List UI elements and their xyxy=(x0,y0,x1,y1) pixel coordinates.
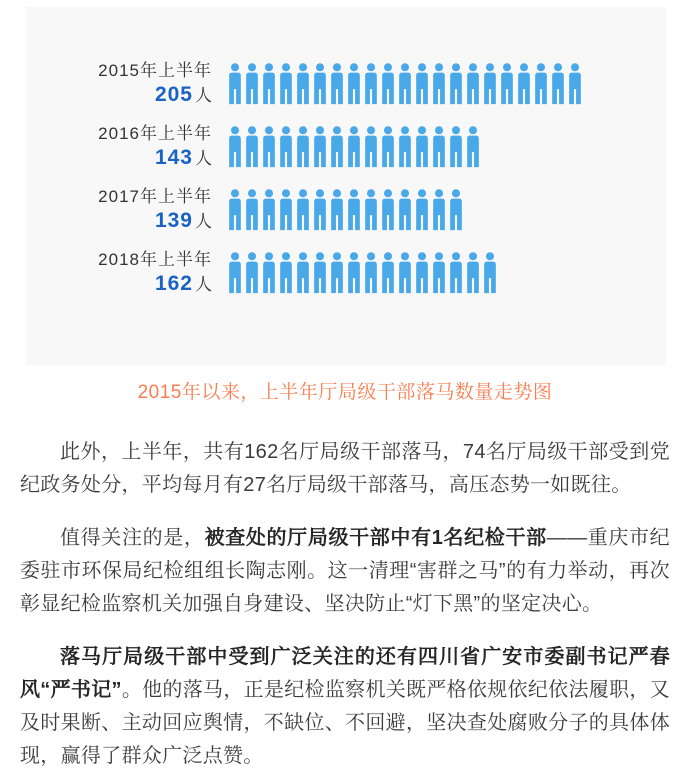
person-icon xyxy=(296,63,310,106)
person-icon xyxy=(398,126,412,169)
person-icon xyxy=(279,189,293,232)
paragraph-text: ——重庆市纪委驻市环保局纪检组组长陶志刚。这一清理“害群之马”的有力举动，再次彰显纪检监察机关加强自身建设、坚决防止“灯下黑”的坚定决心。 xyxy=(20,527,670,615)
row-year-label: 2018年上半年 xyxy=(98,250,212,269)
row-value-line xyxy=(26,83,212,109)
article-paragraph-2 xyxy=(20,522,670,621)
person-icon xyxy=(228,189,242,232)
row-unit-label: 人 xyxy=(195,275,212,294)
row-year-label: 2015年上半年 xyxy=(98,61,212,80)
person-icon xyxy=(262,63,276,106)
person-icon xyxy=(398,252,412,295)
row-value: 205 xyxy=(154,83,193,106)
person-icon xyxy=(381,189,395,232)
row-label xyxy=(26,123,228,172)
paragraph-text: 。他的落马，正是纪检监察机关既严格依规依纪依法履职，又及时果断、主动回应舆情，不缺位、不回避，坚决查处腐败分子的具体体现，赢得了群众广泛点赞。 xyxy=(20,679,670,767)
person-icon xyxy=(262,189,276,232)
person-icon xyxy=(296,126,310,169)
person-icon xyxy=(432,63,446,106)
person-icon xyxy=(296,252,310,295)
article-paragraph-3 xyxy=(20,641,670,773)
person-icon xyxy=(347,126,361,169)
person-icon xyxy=(381,252,395,295)
person-icon xyxy=(398,63,412,106)
paragraph-text: 此外，上半年，共有162名厅局级干部落马，74名厅局级干部受到党纪政务处分，平均每月有27名厅局级干部落马，高压态势一如既往。 xyxy=(20,441,670,496)
person-icon xyxy=(330,189,344,232)
person-icon xyxy=(364,189,378,232)
row-label xyxy=(26,249,228,298)
person-icon xyxy=(568,63,582,106)
chart-caption: 2015年以来，上半年厅局级干部落马数量走势图 xyxy=(137,382,553,403)
person-icon xyxy=(432,189,446,232)
person-icon xyxy=(228,63,242,106)
row-value: 143 xyxy=(154,146,193,169)
person-icon xyxy=(313,126,327,169)
person-icon xyxy=(364,63,378,106)
person-icon xyxy=(262,252,276,295)
article-body xyxy=(20,436,670,773)
person-icon xyxy=(449,63,463,106)
person-icon xyxy=(228,126,242,169)
row-person-icons xyxy=(228,126,483,169)
person-icon xyxy=(279,63,293,106)
person-icon xyxy=(517,63,531,106)
chart-row-2015 xyxy=(26,63,666,106)
person-icon xyxy=(415,63,429,106)
row-unit-label: 人 xyxy=(195,149,212,168)
row-person-icons xyxy=(228,252,500,295)
person-icon xyxy=(279,126,293,169)
person-icon xyxy=(245,126,259,169)
row-label xyxy=(26,186,228,235)
person-icon xyxy=(415,126,429,169)
row-value-line xyxy=(26,209,212,235)
article-paragraph-1 xyxy=(20,436,670,502)
person-icon xyxy=(534,63,548,106)
person-icon xyxy=(330,252,344,295)
person-icon xyxy=(245,252,259,295)
person-icon xyxy=(347,189,361,232)
person-icon xyxy=(551,63,565,106)
person-icon xyxy=(330,126,344,169)
person-icon xyxy=(466,252,480,295)
row-value: 162 xyxy=(154,272,193,295)
row-unit-label: 人 xyxy=(195,86,212,105)
paragraph-text-bold: 被查处的厅局级干部中有1名纪检干部 xyxy=(204,527,547,549)
row-value: 139 xyxy=(154,209,193,232)
paragraph-text-bold: 落马厅局级干部中受到广泛关注的还有四川省广安市委副书记严春风“严书记” xyxy=(20,646,670,701)
row-value-line xyxy=(26,272,212,298)
person-icon xyxy=(381,126,395,169)
person-icon xyxy=(466,63,480,106)
row-value-line xyxy=(26,146,212,172)
person-icon xyxy=(415,252,429,295)
person-icon xyxy=(398,189,412,232)
person-icon xyxy=(449,189,463,232)
person-icon xyxy=(296,189,310,232)
chart-row-2018 xyxy=(26,252,666,295)
person-icon xyxy=(313,63,327,106)
pictograph-chart-card xyxy=(26,7,666,365)
person-icon xyxy=(313,189,327,232)
person-icon xyxy=(415,189,429,232)
person-icon xyxy=(313,252,327,295)
row-year-label: 2017年上半年 xyxy=(98,187,212,206)
person-icon xyxy=(347,252,361,295)
person-icon xyxy=(364,252,378,295)
person-icon xyxy=(347,63,361,106)
person-icon xyxy=(466,126,480,169)
person-icon xyxy=(500,63,514,106)
person-icon xyxy=(364,126,378,169)
person-icon xyxy=(330,63,344,106)
person-icon xyxy=(449,126,463,169)
chart-row-2016 xyxy=(26,126,666,169)
person-icon xyxy=(228,252,242,295)
person-icon xyxy=(262,126,276,169)
row-year-label: 2016年上半年 xyxy=(98,124,212,143)
person-icon xyxy=(381,63,395,106)
person-icon xyxy=(449,252,463,295)
person-icon xyxy=(432,126,446,169)
row-unit-label: 人 xyxy=(195,212,212,231)
person-icon xyxy=(432,252,446,295)
person-icon xyxy=(483,252,497,295)
row-person-icons xyxy=(228,63,585,106)
row-person-icons xyxy=(228,189,466,232)
person-icon xyxy=(279,252,293,295)
chart-row-2017 xyxy=(26,189,666,232)
paragraph-text: 值得关注的是， xyxy=(60,527,205,549)
row-label xyxy=(26,60,228,109)
person-icon xyxy=(483,63,497,106)
person-icon xyxy=(245,63,259,106)
person-icon xyxy=(245,189,259,232)
